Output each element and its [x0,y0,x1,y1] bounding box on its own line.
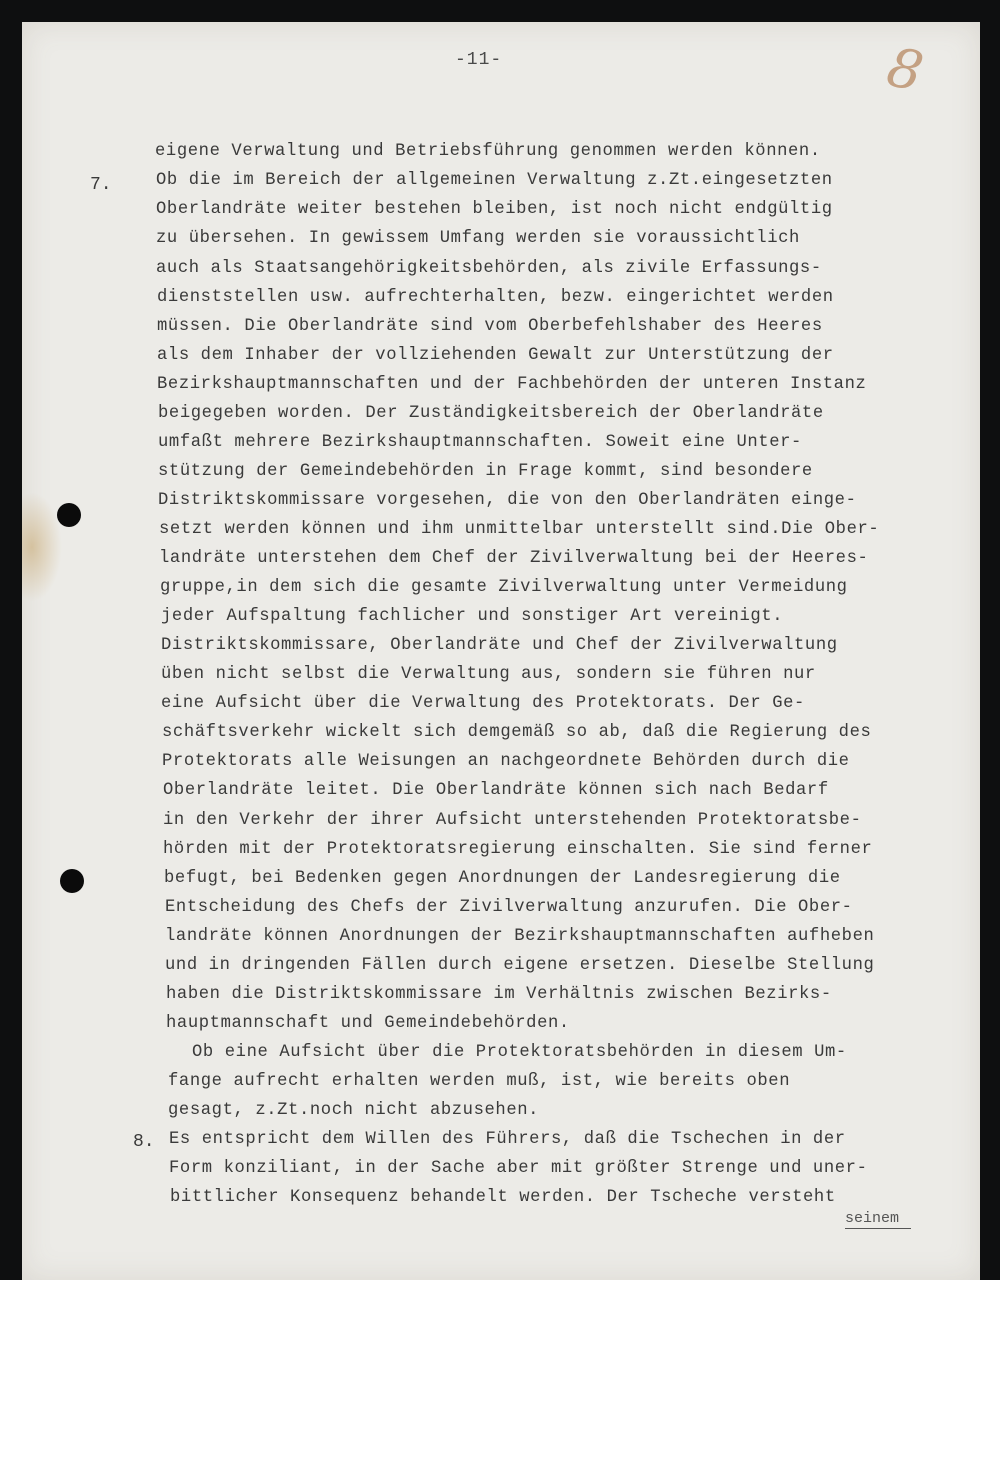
text-line: Entscheidung des Chefs der Zivilverwaltung anzurufen. Die Ober- [165,898,853,917]
page-number: -11- [455,50,503,70]
text-line: Ob die im Bereich der allgemeinen Verwaltung z.Zt.eingesetzten [156,171,833,190]
text-line: Protektorats alle Weisungen an nachgeordnete Behörden durch die [162,752,850,771]
section-number-8: 8. [133,1132,155,1152]
text-line: auch als Staatsangehörigkeitsbehörden, als zivile Erfassungs- [156,259,822,278]
catchword: seinem [845,1210,911,1229]
text-line: stützung der Gemeindebehörden in Frage kommt, sind besondere [158,462,813,481]
handwritten-folio-number: 8 [881,35,929,104]
text-line: Distriktskommissare, Oberlandräte und Chef der Zivilverwaltung [161,636,838,655]
text-line: müssen. Die Oberlandräte sind vom Oberbefehlshaber des Heeres [157,317,823,336]
text-line: Es entspricht dem Willen des Führers, daß die Tschechen in der [169,1130,846,1149]
text-line: Bezirkshauptmannschaften und der Fachbehörden der unteren Instanz [157,375,867,394]
punch-hole-bottom [60,869,84,893]
text-line: schäftsverkehr wickelt sich demgemäß so ab, daß die Regierung des [162,723,872,742]
paper-stain [22,492,62,602]
text-line: fange aufrecht erhalten werden muß, ist, wie bereits oben [168,1072,791,1091]
text-line: Form konziliant, in der Sache aber mit größter Strenge und uner- [169,1159,868,1178]
text-line: hörden mit der Protektoratsregierung einschalten. Sie sind ferner [163,840,873,859]
text-line: beigegeben worden. Der Zuständigkeitsbereich der Oberlandräte [158,404,824,423]
text-line: bittlicher Konsequenz behandelt werden. Der Tscheche versteht [170,1188,836,1207]
text-line: befugt, bei Bedenken gegen Anordnungen der Landesregierung die [164,869,841,888]
text-line: dienststellen usw. aufrechterhalten, bezw. eingerichtet werden [157,288,834,307]
text-line: Distriktskommissare vorgesehen, die von den Oberlandräten einge- [158,491,857,510]
text-line: üben nicht selbst die Verwaltung aus, sondern sie führen nur [161,665,816,684]
text-line: in den Verkehr der ihrer Aufsicht unterstehenden Protektoratsbe- [163,811,862,830]
text-line: als dem Inhaber der vollziehenden Gewalt zur Unterstützung der [157,346,834,365]
text-line: jeder Aufspaltung fachlicher und sonstiger Art vereinigt. [161,607,784,626]
text-line: Oberlandräte weiter bestehen bleiben, ist noch nicht endgültig [156,200,833,219]
text-line: gruppe,in dem sich die gesamte Zivilverwaltung unter Vermeidung [160,578,848,597]
text-line: und in dringenden Fällen durch eigene ersetzen. Dieselbe Stellung [165,956,875,975]
text-line: landräte können Anordnungen der Bezirkshauptmannschaften aufheben [165,927,875,946]
text-line: eine Aufsicht über die Verwaltung des Protektorats. Der Ge- [161,694,805,713]
text-line: Ob eine Aufsicht über die Protektoratsbehörden in diesem Um- [192,1043,847,1062]
text-line: gesagt, z.Zt.noch nicht abzusehen. [168,1101,540,1120]
text-line: eigene Verwaltung und Betriebsführung genommen werden können. [155,142,821,161]
section-number-7: 7. [90,175,112,195]
punch-hole-top [57,503,81,527]
text-line: Oberlandräte leitet. Die Oberlandräte können sich nach Bedarf [163,781,829,800]
text-line: landräte unterstehen dem Chef der Zivilverwaltung bei der Heeres- [159,549,869,568]
text-line: haben die Distriktskommissare im Verhältnis zwischen Bezirks- [166,985,832,1004]
text-line: umfaßt mehrere Bezirkshauptmannschaften. Soweit eine Unter- [158,433,802,452]
text-line: zu übersehen. In gewissem Umfang werden sie voraussichtlich [156,229,800,248]
text-line: setzt werden können und ihm unmittelbar unterstellt sind.Die Ober- [159,520,880,539]
text-line: hauptmannschaft und Gemeindebehörden. [166,1014,570,1033]
